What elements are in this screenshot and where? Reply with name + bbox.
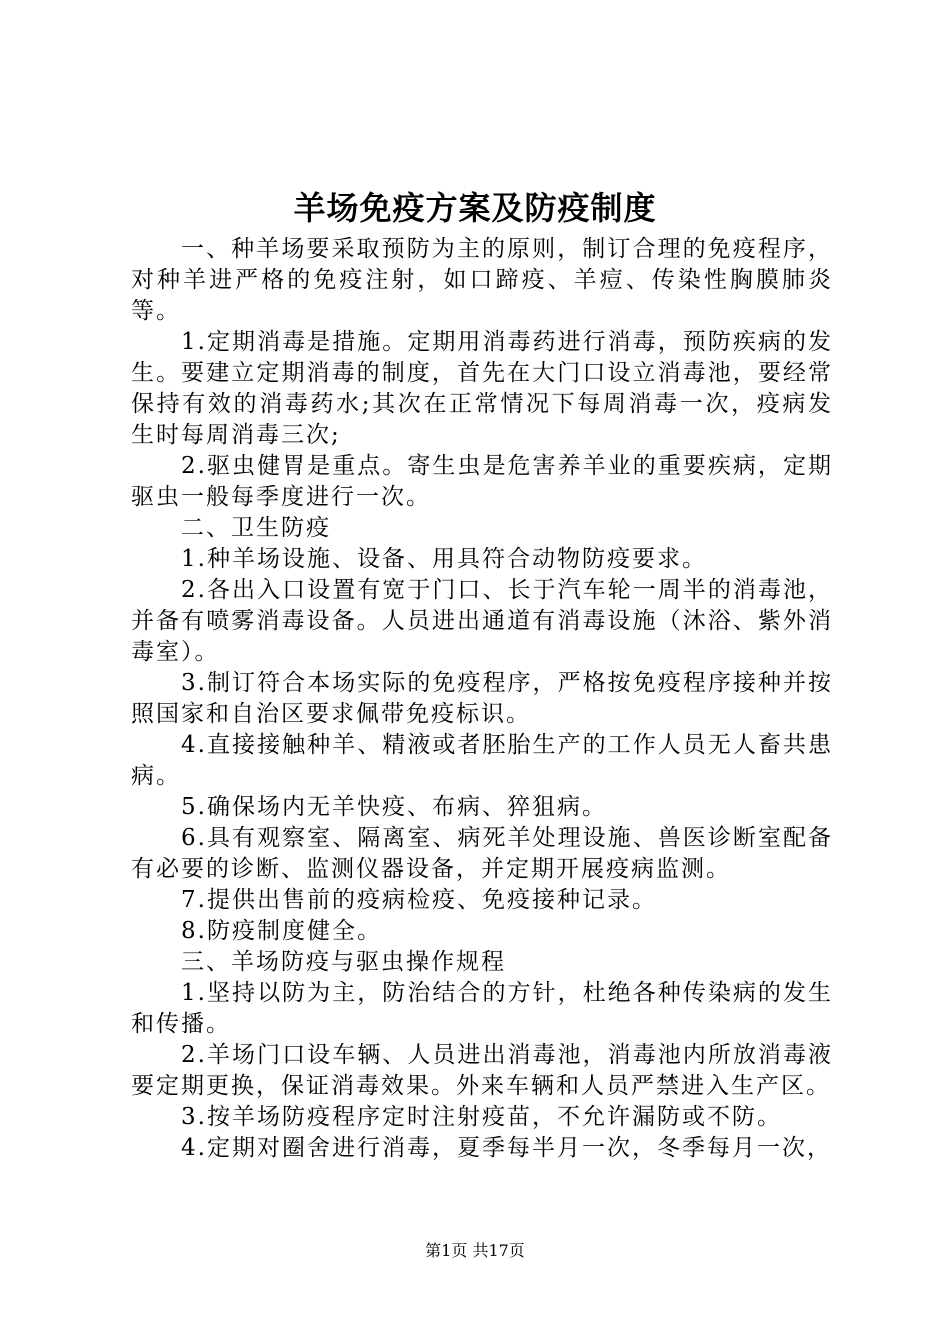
page-footer: 第1页 共17页 <box>425 1241 525 1260</box>
paragraph: 4.直接接触种羊、精液或者胚胎生产的工作人员无人畜共患病。 <box>131 732 833 789</box>
paragraph: 5.确保场内无羊快疫、布病、猝狙病。 <box>181 794 607 820</box>
paragraph: 8.防疫制度健全。 <box>181 918 382 944</box>
section-heading: 三、羊场防疫与驱虫操作规程 <box>181 949 506 975</box>
paragraph: 1.定期消毒是措施。定期用消毒药进行消毒，预防疾病的发生。要建立定期消毒的制度，首先在大门口设立消毒池，要经常保持有效的消毒药水;其次在正常情况下每周消毒一次，疫病发生时每周消毒三次; <box>131 329 833 448</box>
paragraph: 1.坚持以防为主，防治结合的方针，杜绝各种传染病的发生和传播。 <box>131 980 833 1037</box>
paragraph: 7.提供出售前的疫病检疫、免疫接种记录。 <box>181 887 657 913</box>
paragraph: 2.各出入口设置有宽于门口、长于汽车轮一周半的消毒池，并备有喷雾消毒设备。人员进出通道有消毒设施（沐浴、紫外消毒室）。 <box>131 577 833 665</box>
paragraph: 3.按羊场防疫程序定时注射疫苗，不允许漏防或不防。 <box>181 1104 782 1130</box>
paragraph: 一、种羊场要采取预防为主的原则，制订合理的免疫程序，对种羊进严格的免疫注射，如口蹄疫、羊痘、传染性胸膜肺炎等。 <box>131 236 833 324</box>
document-title: 羊场免疫方案及防疫制度 <box>293 189 657 227</box>
paragraph: 3.制订符合本场实际的免疫程序，严格按免疫程序接种并按照国家和自治区要求佩带免疫标识。 <box>131 670 833 727</box>
paragraph: 2.羊场门口设车辆、人员进出消毒池，消毒池内所放消毒液要定期更换，保证消毒效果。外来车辆和人员严禁进入生产区。 <box>131 1042 833 1099</box>
section-heading: 二、卫生防疫 <box>181 515 331 541</box>
paragraph: 4.定期对圈舍进行消毒，夏季每半月一次，冬季每月一次， <box>181 1135 832 1161</box>
paragraph: 1.种羊场设施、设备、用具符合动物防疫要求。 <box>181 546 707 572</box>
document-body <box>131 234 833 1164</box>
paragraph: 2.驱虫健胃是重点。寄生虫是危害养羊业的重要疾病，定期驱虫一般每季度进行一次。 <box>131 453 833 510</box>
paragraph: 6.具有观察室、隔离室、病死羊处理设施、兽医诊断室配备有必要的诊断、监测仪器设备，并定期开展疫病监测。 <box>131 825 833 882</box>
